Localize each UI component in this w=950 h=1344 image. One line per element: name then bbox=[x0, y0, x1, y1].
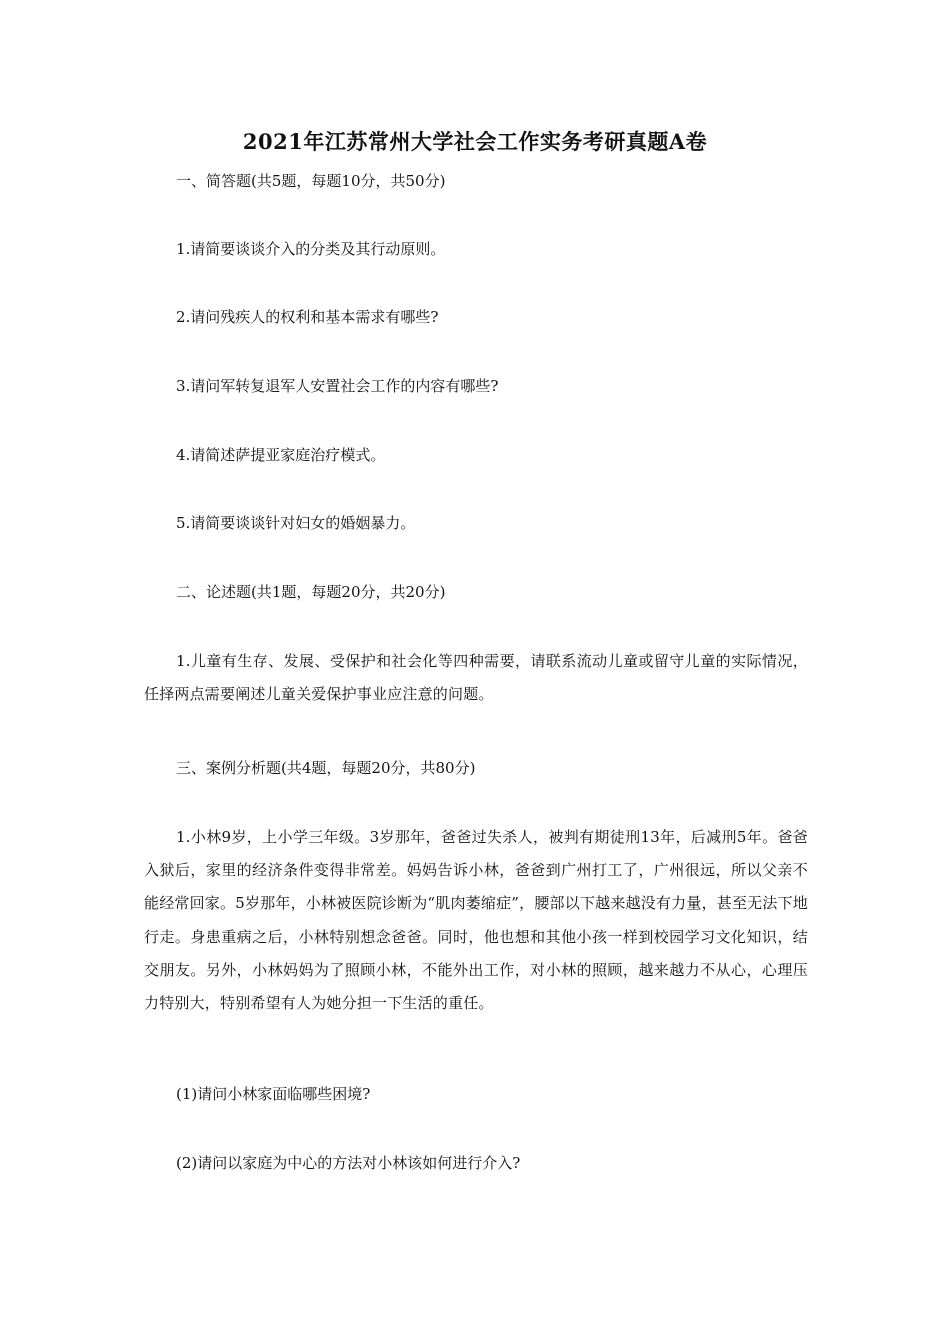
case-subquestion: (2)请问以家庭为中心的方法对小林该如何进行介入? bbox=[176, 1154, 521, 1172]
case-subquestion: (1)请问小林家面临哪些困境? bbox=[176, 1085, 371, 1103]
question-item: 1.请简要谈谈介入的分类及其行动原则。 bbox=[176, 240, 446, 258]
section-heading-short-answer: 一、简答题(共5题，每题10分，共50分) bbox=[176, 172, 446, 190]
section-heading-essay: 二、论述题(共1题，每题20分，共20分) bbox=[176, 583, 446, 601]
case-description: 1.小林9岁，上小学三年级。3岁那年，爸爸过失杀人，被判有期徒刑13年，后减刑5年。爸爸入狱后，家里的经济条件变得非常差。妈妈告诉小林，爸爸到广州打工了，广州很远，所以父亲不能经常回家。5岁那年，小林被医院诊断为“肌肉萎缩症”，腰部以下越来越没有力量，甚至无法下地行走。身患重病之后，小林特别想念爸爸。同时，他也想和其他小孩一样到校园学习文化知识，结交朋友。另外，小林妈妈为了照顾小林，不能外出工作，对小林的照顾，越来越力不从心，心理压力特别大，特别希望有人为她分担一下生活的重任。 bbox=[144, 828, 808, 1013]
question-item: 5.请简要谈谈针对妇女的婚姻暴力。 bbox=[176, 514, 416, 532]
section-heading-case-analysis: 三、案例分析题(共4题，每题20分，共80分) bbox=[176, 759, 476, 777]
question-item: 2.请问残疾人的权利和基本需求有哪些? bbox=[176, 308, 439, 326]
question-item: 4.请简述萨提亚家庭治疗模式。 bbox=[176, 446, 386, 464]
document-title: 2021年江苏常州大学社会工作实务考研真题A卷 bbox=[242, 129, 708, 154]
essay-question: 1.儿童有生存、发展、受保护和社会化等四种需要，请联系流动儿童或留守儿童的实际情况，任择两点需要阐述儿童关爱保护事业应注意的问题。 bbox=[144, 652, 808, 704]
question-item: 3.请问军转复退军人安置社会工作的内容有哪些? bbox=[176, 377, 499, 395]
